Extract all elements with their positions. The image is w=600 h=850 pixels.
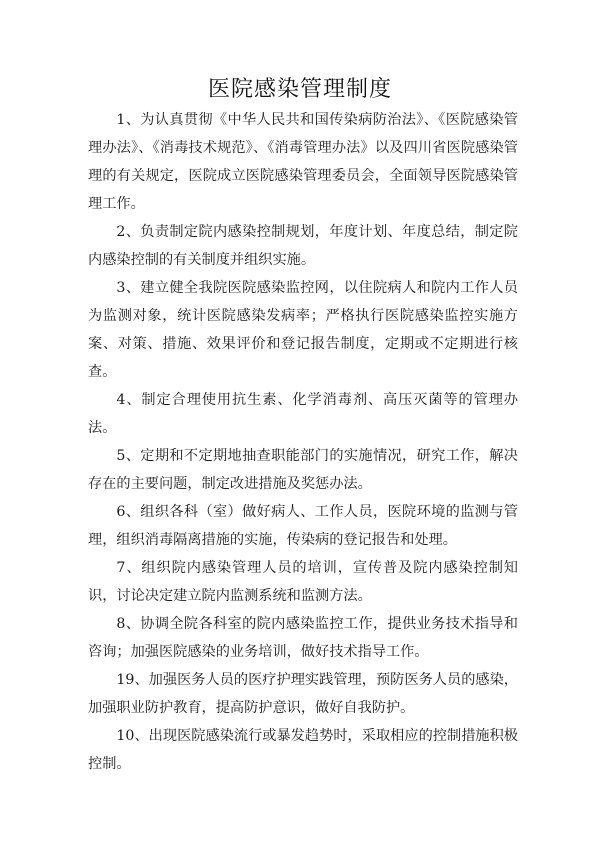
document-body (88, 106, 518, 778)
paragraph-9: 19、加强医务人员的医疗护理实践管理，预防医务人员的感染，加强职业防护教育，提高防护意识，做好自我防护。 (88, 672, 518, 716)
paragraph-6: 6、组织各科（室）做好病人、工作人员，医院环境的监测与管理，组织消毒隔离措施的实施，传染病的登记报告和处理。 (88, 504, 518, 548)
paragraph-5: 5、定期和不定期地抽查职能部门的实施情况，研究工作，解决存在的主要问题，制定改进措施及奖惩办法。 (88, 448, 518, 492)
paragraph-7: 7、组织院内感染管理人员的培训，宣传普及院内感染控制知识，讨论决定建立院内监测系统和监测方法。 (88, 560, 518, 604)
paragraph-10: 10、出现医院感染流行或暴发趋势时，采取相应的控制措施积极控制。 (88, 728, 518, 772)
paragraph-3: 3、建立健全我院医院感染监控网，以住院病人和院内工作人员为监测对象，统计医院感染发病率；严格执行医院感染监控实施方案、对策、措施、效果评价和登记报告制度，定期或不定期进行核查。 (88, 280, 518, 380)
paragraph-4: 4、制定合理使用抗生素、化学消毒剂、高压灭菌等的管理办法。 (88, 392, 518, 436)
document-title: 医院感染管理制度 (207, 77, 392, 102)
paragraph-1: 1、为认真贯彻《中华人民共和国传染病防治法》、《医院感染管理办法》、《消毒技术规范》、《消毒管理办法》以及四川省医院感染管理的有关规定，医院成立医院感染管理委员会，全面领导医院感染管理工作。 (88, 112, 518, 212)
paragraph-2: 2、负责制定院内感染控制规划，年度计划、年度总结，制定院内感染控制的有关制度并组织实施。 (88, 224, 518, 268)
paragraph-8: 8、协调全院各科室的院内感染监控工作，提供业务技术指导和咨询；加强医院感染的业务培训，做好技术指导工作。 (88, 616, 518, 660)
